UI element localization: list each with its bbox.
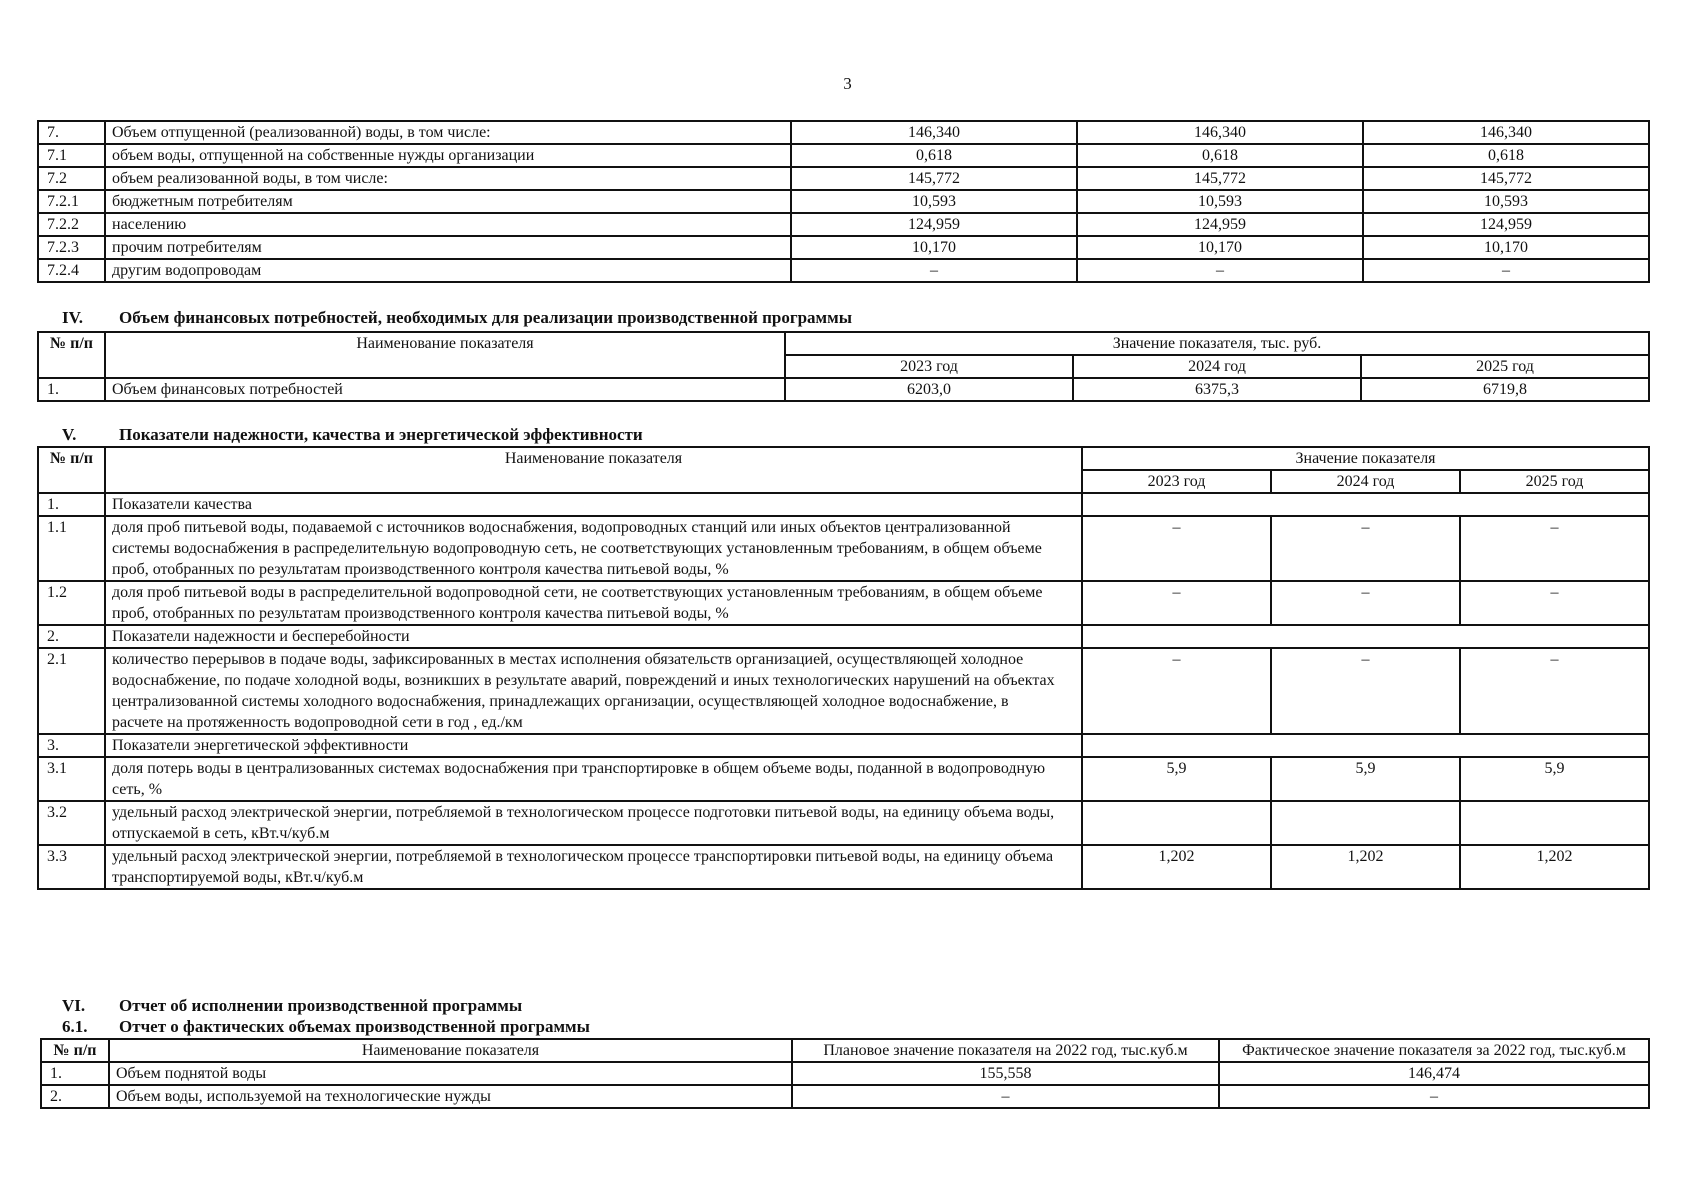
table-row: 2. Объем воды, используемой на технологические нужды – – <box>41 1085 1649 1108</box>
value-2023: 0,618 <box>791 144 1077 167</box>
header-year-2023: 2023 год <box>1082 470 1271 493</box>
header-plan: Плановое значение показателя на 2022 год, тыс.куб.м <box>792 1039 1219 1062</box>
value-2025: 145,772 <box>1363 167 1649 190</box>
header-value: Значение показателя, тыс. руб. <box>785 332 1649 355</box>
value-2023: – <box>1082 648 1271 734</box>
header-name: Наименование показателя <box>105 447 1082 493</box>
section-6-1-title: 6.1. Отчет о фактических объемах производственной программы <box>62 1017 590 1036</box>
header-num: № п/п <box>41 1039 109 1062</box>
header-year-2024: 2024 год <box>1271 470 1460 493</box>
section-5-title: V. Показатели надежности, качества и энергетической эффективности <box>62 425 643 444</box>
row-num: 3.3 <box>38 845 105 889</box>
group-row <box>38 734 1649 757</box>
row-num: 7.2 <box>38 167 105 190</box>
row-num: 7.2.4 <box>38 259 105 282</box>
row-num: 7. <box>38 121 105 144</box>
value-2024: 5,9 <box>1271 757 1460 801</box>
header-num: № п/п <box>38 447 105 493</box>
row-num: 7.2.3 <box>38 236 105 259</box>
table-row <box>38 167 1649 190</box>
header-value: Значение показателя <box>1082 447 1649 470</box>
value-2023: 10,593 <box>791 190 1077 213</box>
financial-table <box>37 331 1650 402</box>
row-name: доля проб питьевой воды, подаваемой с источников водоснабжения, водопроводных станций или иных объектов централизованной системы водоснабжения в распределительную водопроводную сеть, не соответствующих установленным требованиям, в общем объеме проб, отобранных по результатам производственного контроля качества питьевой воды, % <box>105 516 1082 581</box>
row-name: объем воды, отпущенной на собственные нужды организации <box>105 144 791 167</box>
empty-cell <box>1082 493 1649 516</box>
row-num: 1.1 <box>38 516 105 581</box>
value-2025: – <box>1460 581 1649 625</box>
value-2024: 145,772 <box>1077 167 1363 190</box>
value-2025: 146,340 <box>1363 121 1649 144</box>
header-year-2024: 2024 год <box>1073 355 1361 378</box>
value-2025 <box>1460 801 1649 845</box>
row-num: 3.2 <box>38 801 105 845</box>
header-fact: Фактическое значение показателя за 2022 год, тыс.куб.м <box>1219 1039 1649 1062</box>
row-name: удельный расход электрической энергии, потребляемой в технологическом процессе подготовки питьевой воды, на единицу объема воды, отпускаемой в сеть, кВт.ч/куб.м <box>105 801 1082 845</box>
value-2024: 1,202 <box>1271 845 1460 889</box>
table-row <box>38 516 1649 581</box>
table-row <box>38 213 1649 236</box>
header-year-2023: 2023 год <box>785 355 1073 378</box>
value-2025: – <box>1460 516 1649 581</box>
row-name: Показатели качества <box>105 493 1082 516</box>
header-name: Наименование показателя <box>105 332 785 378</box>
table-row <box>38 757 1649 801</box>
header-year-2025: 2025 год <box>1460 470 1649 493</box>
value-2025: 5,9 <box>1460 757 1649 801</box>
value-2023 <box>1082 801 1271 845</box>
row-name: другим водопроводам <box>105 259 791 282</box>
value-2023: 145,772 <box>791 167 1077 190</box>
row-name: Объем отпущенной (реализованной) воды, в том числе: <box>105 121 791 144</box>
value-2023: 146,340 <box>791 121 1077 144</box>
table-row <box>38 581 1649 625</box>
section-6-title: VI. Отчет об исполнении производственной программы <box>62 996 523 1015</box>
row-name: доля проб питьевой воды в распределительной водопроводной сети, не соответствующих установленным требованиям, в общем объеме проб, отобранных по результатам производственного контроля качества питьевой воды, % <box>105 581 1082 625</box>
value-2024: 10,593 <box>1077 190 1363 213</box>
row-name: доля потерь воды в централизованных системах водоснабжения при транспортировке в общем объеме воды, поданной в водопроводную сеть, % <box>105 757 1082 801</box>
table-row <box>38 190 1649 213</box>
row-num: 1.2 <box>38 581 105 625</box>
row-name: удельный расход электрической энергии, потребляемой в технологическом процессе транспортировки питьевой воды, на единицу объема транспортируемой воды, кВт.ч/куб.м <box>105 845 1082 889</box>
table-row <box>38 236 1649 259</box>
table-row <box>38 121 1649 144</box>
row-num: 2.1 <box>38 648 105 734</box>
row-name: населению <box>105 213 791 236</box>
table-row: 1. Объем поднятой воды 155,558 146,474 <box>41 1062 1649 1085</box>
value-2024: – <box>1271 516 1460 581</box>
value-2023: – <box>791 259 1077 282</box>
empty-cell <box>1082 625 1649 648</box>
value-2023: 124,959 <box>791 213 1077 236</box>
row-name: бюджетным потребителям <box>105 190 791 213</box>
row-num: 2. <box>38 625 105 648</box>
row-name: объем реализованной воды, в том числе: <box>105 167 791 190</box>
header-year-2025: 2025 год <box>1361 355 1649 378</box>
value-2025: 124,959 <box>1363 213 1649 236</box>
value-2025: – <box>1363 259 1649 282</box>
row-num: 7.2.2 <box>38 213 105 236</box>
group-row <box>38 493 1649 516</box>
value-2025: 10,593 <box>1363 190 1649 213</box>
value-2024: 124,959 <box>1077 213 1363 236</box>
row-name: количество перерывов в подаче воды, зафиксированных в местах исполнения обязательств организацией, осуществляющей холодное водоснабжение, по подаче холодной воды, возникших в результате аварий, повреждений и иных технологических нарушений на объектах централизованной системы холодного водоснабжения, принадлежащих организации, осуществляющей холодное водоснабжение, в расчете на протяженность водопроводной сети в год , ед./км <box>105 648 1082 734</box>
table-row <box>38 259 1649 282</box>
value-2025: – <box>1460 648 1649 734</box>
group-row <box>38 625 1649 648</box>
value-2023: 5,9 <box>1082 757 1271 801</box>
empty-cell <box>1082 734 1649 757</box>
value-2024: – <box>1271 648 1460 734</box>
table-row: 1. Объем финансовых потребностей 6203,0 6375,3 6719,8 <box>38 378 1649 401</box>
row-name: Показатели энергетической эффективности <box>105 734 1082 757</box>
value-2024: 10,170 <box>1077 236 1363 259</box>
value-2024: – <box>1271 581 1460 625</box>
row-num: 3. <box>38 734 105 757</box>
table-row <box>38 144 1649 167</box>
quality-table <box>37 446 1650 890</box>
row-num: 3.1 <box>38 757 105 801</box>
value-2024: 146,340 <box>1077 121 1363 144</box>
row-name: Показатели надежности и бесперебойности <box>105 625 1082 648</box>
value-2024: – <box>1077 259 1363 282</box>
value-2025: 10,170 <box>1363 236 1649 259</box>
table-row <box>38 845 1649 889</box>
section-4-title: IV. Объем финансовых потребностей, необходимых для реализации производственной программы <box>62 308 852 327</box>
value-2023: – <box>1082 581 1271 625</box>
value-2025: 0,618 <box>1363 144 1649 167</box>
table-row <box>38 648 1649 734</box>
value-2023: 10,170 <box>791 236 1077 259</box>
row-num: 7.1 <box>38 144 105 167</box>
value-2024 <box>1271 801 1460 845</box>
value-2023: 1,202 <box>1082 845 1271 889</box>
value-2025: 1,202 <box>1460 845 1649 889</box>
page-number: 3 <box>843 74 852 93</box>
row-num: 7.2.1 <box>38 190 105 213</box>
row-name: прочим потребителям <box>105 236 791 259</box>
value-2024: 0,618 <box>1077 144 1363 167</box>
volume-table <box>37 120 1650 283</box>
value-2023: – <box>1082 516 1271 581</box>
header-name: Наименование показателя <box>109 1039 792 1062</box>
header-num: № п/п <box>38 332 105 378</box>
report-table <box>40 1038 1650 1109</box>
row-num: 1. <box>38 493 105 516</box>
table-row <box>38 801 1649 845</box>
